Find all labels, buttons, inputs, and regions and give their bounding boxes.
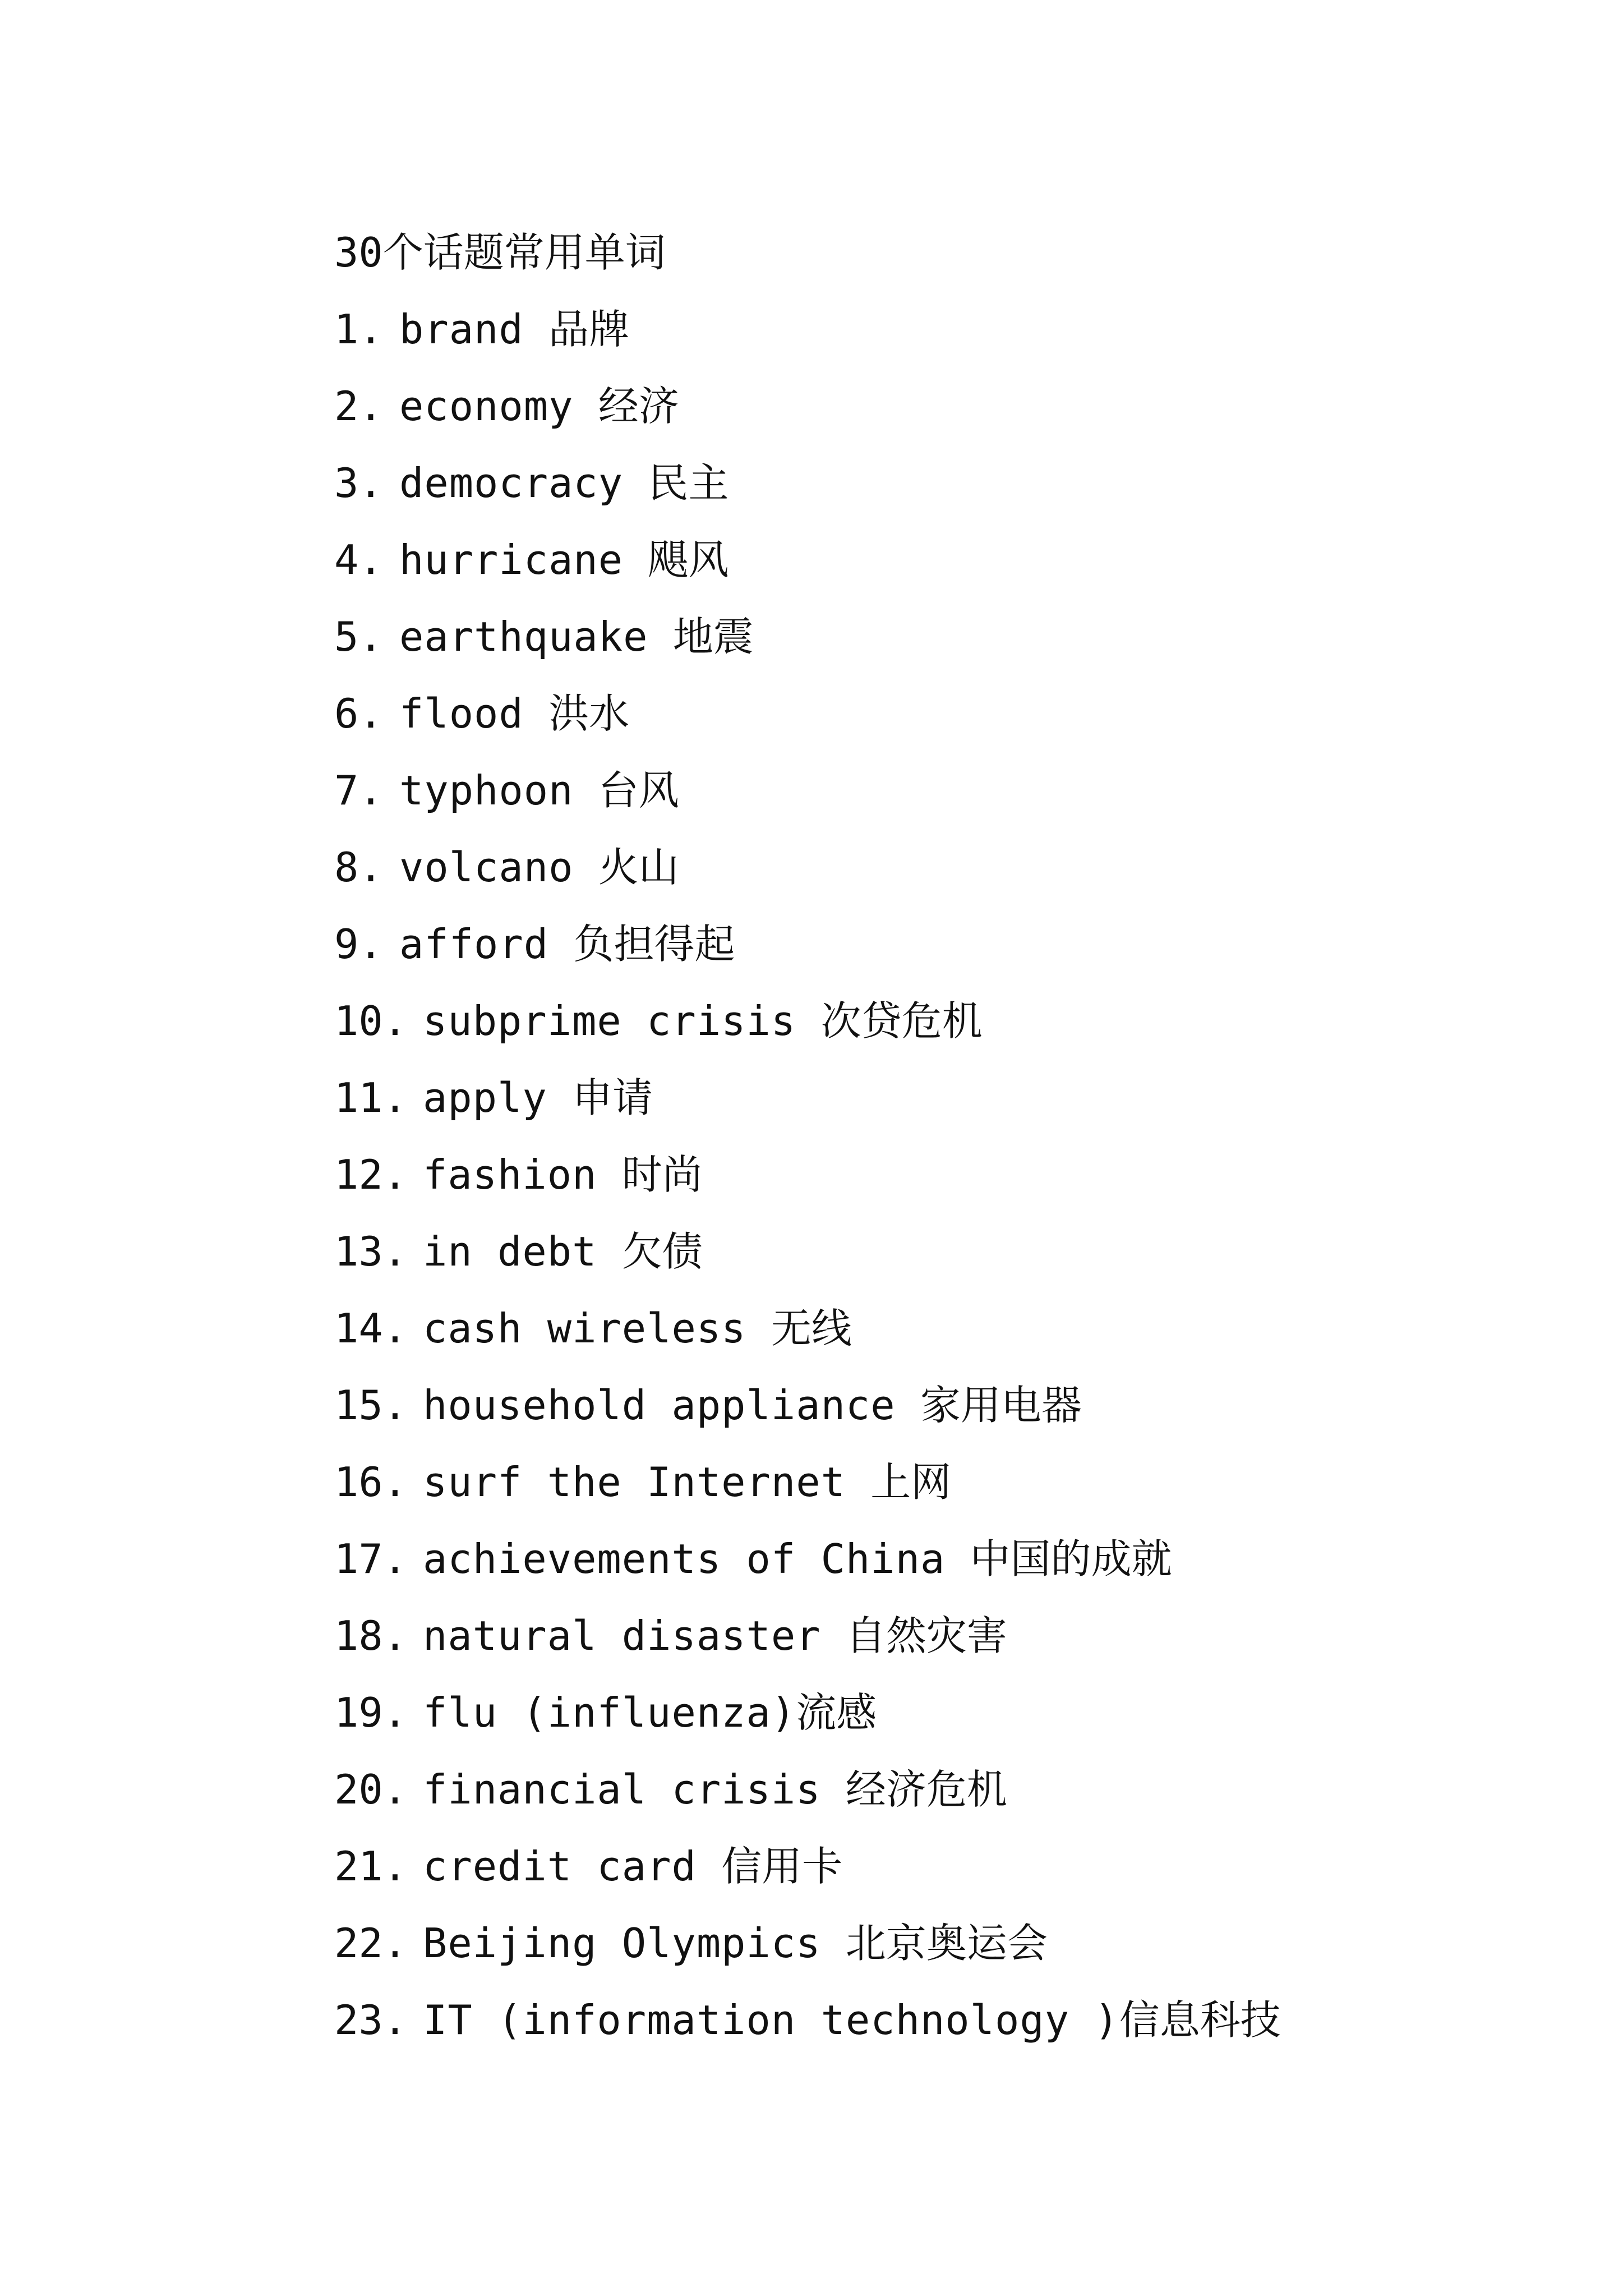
list-item xyxy=(334,1444,1512,1521)
item-number: 13. xyxy=(334,1228,408,1275)
list-item xyxy=(334,291,1512,368)
item-english-term: earthquake xyxy=(399,613,673,660)
item-chinese-meaning: 信用卡 xyxy=(721,1843,843,1890)
item-number: 5. xyxy=(334,613,383,660)
item-english-term: democracy xyxy=(399,459,648,507)
item-number: 22. xyxy=(334,1920,408,1967)
item-number: 12. xyxy=(334,1151,408,1198)
item-english-term: credit card xyxy=(423,1843,722,1890)
item-number: 23. xyxy=(334,1996,408,2044)
item-english-term: brand xyxy=(399,306,549,353)
list-item xyxy=(334,1905,1512,1982)
item-chinese-meaning: 负担得起 xyxy=(573,921,735,968)
item-chinese-meaning: 自然灾害 xyxy=(845,1612,1007,1659)
item-chinese-meaning: 时尚 xyxy=(621,1151,703,1198)
document-title: 30个话题常用单词 xyxy=(334,229,666,276)
item-chinese-meaning: 流感 xyxy=(796,1689,877,1736)
item-english-term: achievements of China xyxy=(423,1535,970,1582)
item-english-term: apply xyxy=(423,1074,573,1121)
item-english-term: typhoon xyxy=(399,767,598,814)
item-chinese-meaning: 品牌 xyxy=(548,306,630,353)
item-number: 10. xyxy=(334,997,408,1045)
item-number: 3. xyxy=(334,459,383,507)
list-item xyxy=(334,445,1512,522)
item-number: 21. xyxy=(334,1843,408,1890)
item-number: 11. xyxy=(334,1074,408,1121)
list-item xyxy=(334,983,1512,1060)
item-english-term: volcano xyxy=(399,844,598,891)
list-item xyxy=(334,1598,1512,1674)
item-english-term: cash wireless xyxy=(423,1305,771,1352)
item-number: 14. xyxy=(334,1305,408,1352)
item-chinese-meaning: 无线 xyxy=(771,1305,852,1352)
item-english-term: financial crisis xyxy=(423,1766,846,1813)
item-chinese-meaning: 次贷危机 xyxy=(820,997,983,1045)
list-item xyxy=(334,1982,1512,2059)
item-english-term: subprime crisis xyxy=(423,997,821,1045)
item-english-term: flood xyxy=(399,690,549,737)
list-item xyxy=(334,522,1512,599)
item-number: 9. xyxy=(334,921,383,968)
item-number: 8. xyxy=(334,844,383,891)
item-number: 1. xyxy=(334,306,383,353)
item-number: 19. xyxy=(334,1689,408,1736)
item-english-term: natural disaster xyxy=(423,1612,846,1659)
item-chinese-meaning: 中国的成就 xyxy=(970,1535,1172,1582)
list-item xyxy=(334,1828,1512,1905)
list-item xyxy=(334,1290,1512,1367)
list-item xyxy=(334,1521,1512,1598)
item-chinese-meaning: 上网 xyxy=(870,1458,952,1506)
item-chinese-meaning: 洪水 xyxy=(548,690,630,737)
item-english-term: hurricane xyxy=(399,536,648,583)
item-chinese-meaning: 家用电器 xyxy=(920,1382,1082,1429)
item-english-term: IT (information technology ) xyxy=(423,1996,1119,2044)
item-english-term: fashion xyxy=(423,1151,622,1198)
item-number: 16. xyxy=(334,1458,408,1506)
list-item xyxy=(334,368,1512,445)
list-item xyxy=(334,829,1512,906)
item-number: 4. xyxy=(334,536,383,583)
item-chinese-meaning: 申请 xyxy=(572,1074,653,1121)
list-item xyxy=(334,675,1512,752)
document-content xyxy=(334,214,1512,2059)
item-english-term: afford xyxy=(399,921,574,968)
item-number: 6. xyxy=(334,690,383,737)
item-english-term: household appliance xyxy=(423,1382,920,1429)
item-chinese-meaning: 火山 xyxy=(598,844,679,891)
list-item xyxy=(334,1213,1512,1290)
item-number: 7. xyxy=(334,767,383,814)
item-chinese-meaning: 北京奥运会 xyxy=(845,1920,1048,1967)
item-chinese-meaning: 台风 xyxy=(598,767,679,814)
item-chinese-meaning: 地震 xyxy=(672,613,754,660)
item-number: 2. xyxy=(334,383,383,430)
item-number: 18. xyxy=(334,1612,408,1659)
vocabulary-list xyxy=(334,291,1512,2059)
list-item xyxy=(334,1137,1512,1213)
item-english-term: in debt xyxy=(423,1228,622,1275)
list-item xyxy=(334,906,1512,983)
item-chinese-meaning: 经济危机 xyxy=(845,1766,1007,1813)
item-chinese-meaning: 信息科技 xyxy=(1119,1996,1281,2044)
list-item xyxy=(334,1060,1512,1137)
list-item xyxy=(334,1367,1512,1444)
item-number: 20. xyxy=(334,1766,408,1813)
item-chinese-meaning: 经济 xyxy=(598,383,679,430)
item-english-term: Beijing Olympics xyxy=(423,1920,846,1967)
item-number: 17. xyxy=(334,1535,408,1582)
item-english-term: surf the Internet xyxy=(423,1458,871,1506)
list-item xyxy=(334,1674,1512,1751)
list-item xyxy=(334,1751,1512,1828)
item-english-term: flu (influenza) xyxy=(423,1689,796,1736)
item-chinese-meaning: 民主 xyxy=(648,459,729,507)
item-number: 15. xyxy=(334,1382,408,1429)
list-item xyxy=(334,599,1512,675)
item-chinese-meaning: 欠债 xyxy=(621,1228,703,1275)
item-english-term: economy xyxy=(399,383,598,430)
item-chinese-meaning: 飓风 xyxy=(648,536,729,583)
list-item xyxy=(334,752,1512,829)
